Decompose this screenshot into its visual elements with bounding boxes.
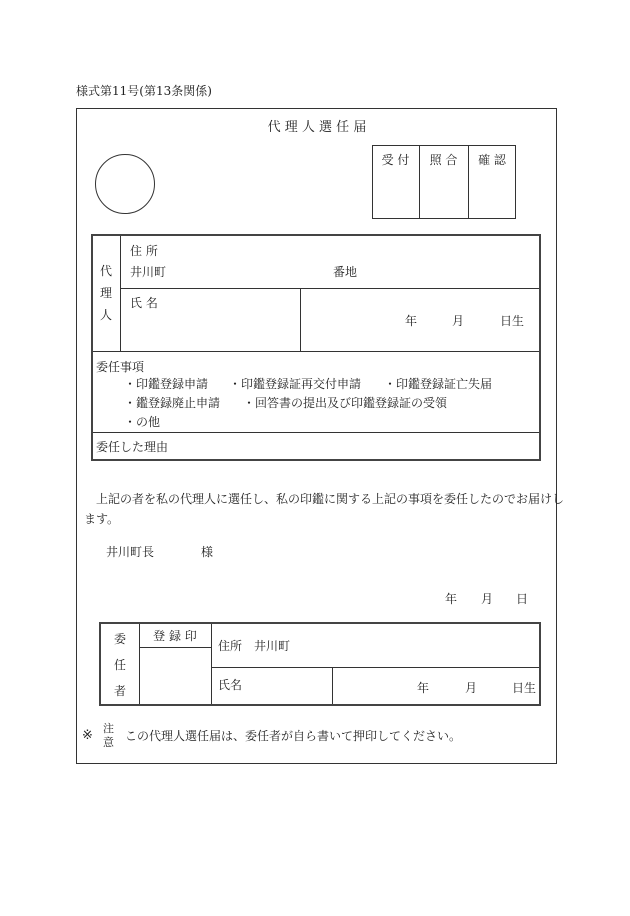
delegation-item: ・回答書の提出及び印鑑登録証の受領 — [243, 396, 448, 410]
form-number: 様式第11号(第13条関係) — [76, 84, 212, 98]
checked-label: 照 合 — [429, 153, 458, 167]
addressee: 井川町長 — [106, 545, 155, 559]
note-text: この代理人選任届は、委任者が自ら書いて押印してください。 — [125, 729, 462, 743]
date-year: 年 — [445, 592, 458, 606]
seal-circle — [95, 154, 155, 214]
agent-address-label: 住 所 — [130, 244, 158, 258]
addressee-honorific: 様 — [201, 545, 214, 559]
delegation-item: ・印鑑登録申請 — [124, 377, 209, 391]
agent-birth-year: 年 — [405, 314, 418, 328]
date-month: 月 — [481, 592, 494, 606]
delegation-item: ・の他 — [124, 415, 161, 429]
agent-banchi: 番地 — [333, 265, 358, 279]
agent-side-divider — [120, 236, 121, 351]
reason-label: 委任した理由 — [96, 440, 169, 454]
received-label: 受 付 — [381, 153, 410, 167]
agent-row-divider — [120, 288, 539, 289]
agent-side-char: 人 — [99, 308, 112, 322]
delegation-item: ・印鑑登録証亡失届 — [384, 377, 493, 391]
agent-town: 井川町 — [130, 265, 167, 279]
principal-birth-month: 月 — [465, 681, 478, 695]
agent-side-char: 代 — [99, 264, 112, 278]
note-mark: ※ — [82, 728, 93, 743]
principal-address: 住所 井川町 — [218, 639, 291, 653]
principal-side-char: 委 — [113, 632, 126, 646]
agent-side-char: 理 — [99, 286, 112, 300]
agent-name-label: 氏 名 — [130, 296, 158, 310]
agent-birth-month: 月 — [452, 314, 465, 328]
date-day: 日 — [516, 592, 529, 606]
principal-side-char: 任 — [113, 658, 126, 672]
confirmed-label: 確 認 — [478, 153, 506, 167]
note-label: 注 — [103, 722, 114, 735]
agent-name-divider — [300, 288, 301, 351]
principal-birth-day: 日生 — [512, 681, 537, 695]
note-label: 意 — [103, 736, 114, 749]
statement-line: 上記の者を私の代理人に選任し、私の印鑑に関する上記の事項を委任したのでお届けし — [96, 492, 565, 506]
principal-birth-year: 年 — [417, 681, 430, 695]
principal-row-divider — [211, 667, 539, 668]
delegation-item: ・印鑑登録証再交付申請 — [229, 377, 362, 391]
agent-birth-day: 日生 — [500, 314, 525, 328]
principal-name-label: 氏名 — [218, 678, 243, 692]
statement-line: ます。 — [84, 512, 120, 526]
seal-label-divider — [139, 647, 211, 648]
registered-seal-label: 登 録 印 — [153, 629, 197, 643]
form-title: 代 理 人 選 任 届 — [267, 120, 367, 135]
reason-divider — [93, 432, 539, 433]
agent-bottom-divider — [93, 351, 539, 352]
principal-name-divider — [332, 667, 333, 704]
principal-seal-divider — [211, 624, 212, 704]
delegation-heading: 委任事項 — [96, 360, 145, 374]
delegation-item: ・鑑登録廃止申請 — [124, 396, 221, 410]
principal-side-char: 者 — [113, 684, 126, 698]
